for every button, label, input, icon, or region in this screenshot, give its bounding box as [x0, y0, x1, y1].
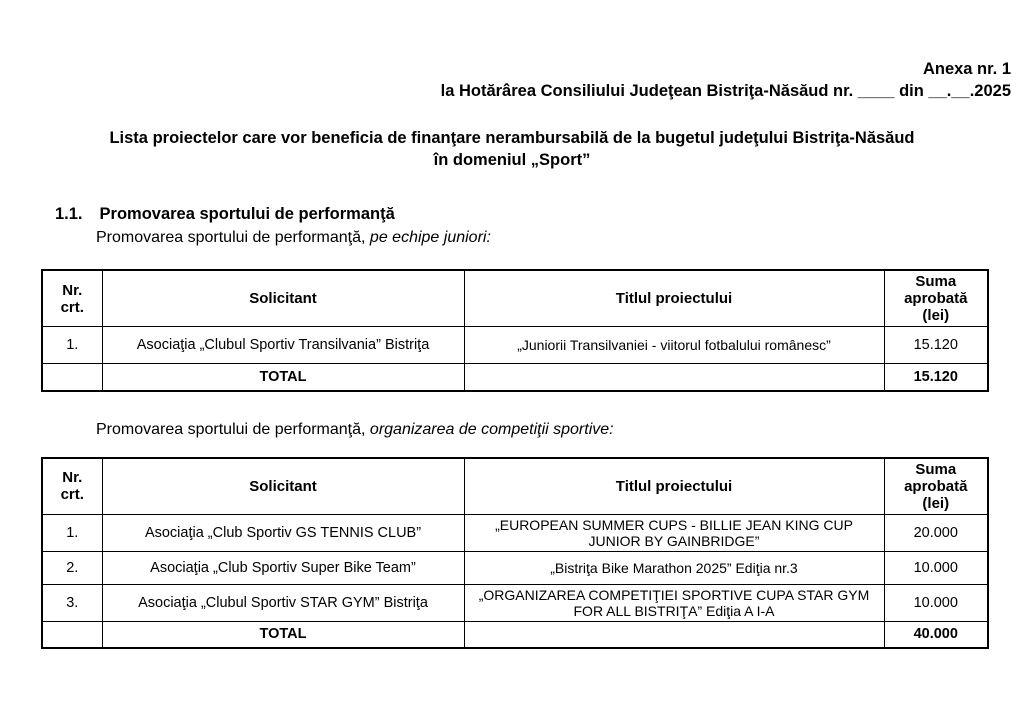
annex-header: [0, 58, 1011, 102]
cell-suma: 20.000: [884, 514, 988, 551]
total-label: TOTAL: [102, 621, 464, 648]
cell-nr: 3.: [42, 584, 102, 621]
column-header-suma: Suma aprobată (lei): [884, 458, 988, 515]
cell-titlu: „Juniorii Transilvaniei - viitorul fotbalului românesc”: [464, 327, 884, 364]
cell-nr: 1.: [42, 514, 102, 551]
column-header-nr: Nr. crt.: [42, 458, 102, 515]
total-row: [42, 621, 988, 648]
table-header-row: [42, 270, 988, 327]
total-value: 15.120: [884, 364, 988, 391]
section-heading: [55, 204, 1024, 225]
cell-suma: 10.000: [884, 551, 988, 584]
section-number: 1.1.: [55, 205, 83, 223]
intro-regular-text: Promovarea sportului de performanţă,: [96, 420, 366, 438]
projects-table-competitions: [41, 457, 989, 650]
document-title-line2: în domeniul „Sport”: [433, 151, 591, 169]
column-header-titlu: Titlul proiectului: [464, 458, 884, 515]
intro-italic-text: pe echipe juniori:: [369, 229, 491, 246]
intro-italic-text: organizarea de competiţii sportive:: [369, 420, 614, 438]
cell-solicitant: Asociaţia „Club Sportiv Super Bike Team”: [102, 551, 464, 584]
cell-titlu: „ORGANIZAREA COMPETIŢIEI SPORTIVE CUPA STAR GYM FOR ALL BISTRIŢA” Ediţia A I-A: [464, 584, 884, 621]
column-header-solicitant: Solicitant: [102, 270, 464, 327]
total-empty-titlu: [464, 364, 884, 391]
total-row: [42, 364, 988, 391]
intro-regular-text: Promovarea sportului de performanţă,: [96, 229, 366, 246]
decision-reference: la Hotărârea Consiliului Judeţean Bistriţa-Năsăud nr. ____ din __.__.2025: [440, 82, 1011, 100]
column-header-suma: Suma aprobată (lei): [884, 270, 988, 327]
cell-titlu: „Bistriţa Bike Marathon 2025” Ediţia nr.3: [464, 551, 884, 584]
document-title-line1: Lista proiectelor care vor beneficia de finanţare nerambursabilă de la bugetul judeţului Bistriţa-Năsăud: [109, 129, 915, 147]
column-header-solicitant: Solicitant: [102, 458, 464, 515]
column-header-nr: Nr. crt.: [42, 270, 102, 327]
cell-nr: 1.: [42, 327, 102, 364]
cell-nr: 2.: [42, 551, 102, 584]
table-row: [42, 327, 988, 364]
total-label: TOTAL: [102, 364, 464, 391]
cell-solicitant: Asociaţia „Clubul Sportiv Transilvania” Bistriţa: [102, 327, 464, 364]
table-row: [42, 514, 988, 551]
table-row: [42, 584, 988, 621]
cell-solicitant: Asociaţia „Club Sportiv GS TENNIS CLUB”: [102, 514, 464, 551]
subsection-intro-competitions: [96, 419, 1024, 440]
subsection-intro-juniors: [96, 227, 1024, 248]
cell-solicitant: Asociaţia „Clubul Sportiv STAR GYM” Bistriţa: [102, 584, 464, 621]
total-value: 40.000: [884, 621, 988, 648]
total-empty-nr: [42, 621, 102, 648]
table-row: [42, 551, 988, 584]
cell-titlu: „EUROPEAN SUMMER CUPS - BILLIE JEAN KING CUP JUNIOR BY GAINBRIDGE”: [464, 514, 884, 551]
projects-table-juniors: [41, 269, 989, 392]
cell-suma: 15.120: [884, 327, 988, 364]
column-header-titlu: Titlul proiectului: [464, 270, 884, 327]
total-empty-nr: [42, 364, 102, 391]
cell-suma: 10.000: [884, 584, 988, 621]
table-header-row: [42, 458, 988, 515]
annex-label: Anexa nr. 1: [922, 60, 1011, 78]
total-empty-titlu: [464, 621, 884, 648]
document-page: [0, 58, 1024, 725]
document-title: [0, 127, 1024, 171]
section-title: Promovarea sportului de performanţă: [99, 205, 395, 223]
